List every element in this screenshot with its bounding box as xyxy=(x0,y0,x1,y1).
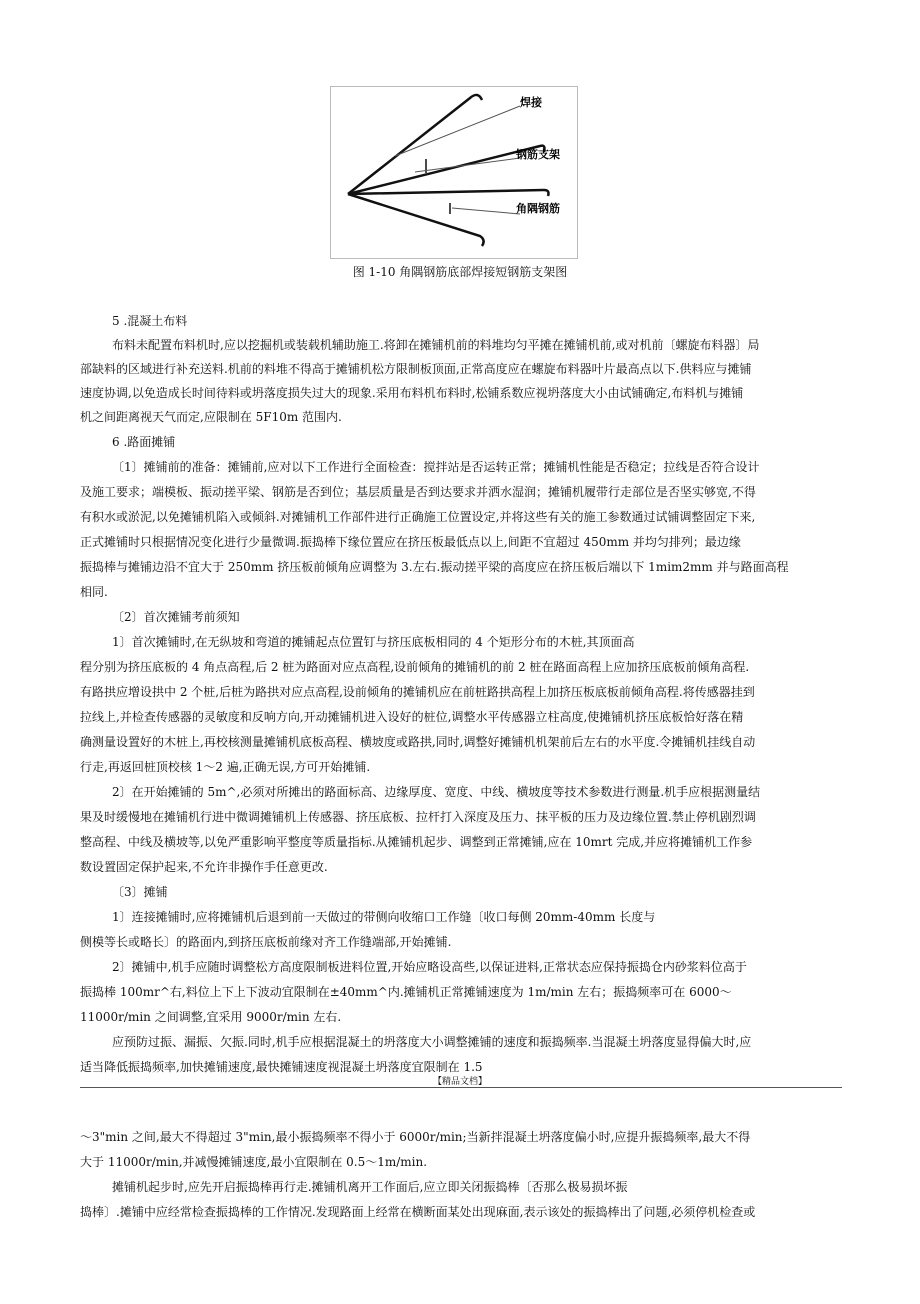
footer-divider xyxy=(80,1087,842,1088)
leader-line xyxy=(452,208,520,214)
rebar-lower xyxy=(348,194,484,246)
label-rebar-support: 钢筋支架 xyxy=(516,148,560,161)
rebar-support-figure xyxy=(330,86,580,261)
text-line: 11000r/min 之间调整,宜采用 9000r/min 左右. xyxy=(80,1010,342,1024)
text-line: 5 .混凝土布料 xyxy=(112,314,188,328)
text-line: 拉线上,并检查传感器的灵敏度和反响方向,开动摊铺机进入设好的桩位,调整水平传感器立柱高度,使摊铺机挤压底板恰好落在精 xyxy=(80,710,744,724)
text-line: 〔2〕首次摊铺考前须知 xyxy=(112,610,240,624)
text-line: 速度协调,以免造成长时间待料或坍落度损失过大的现象.采用布料机布料时,松铺系数应视坍落度大小由试铺确定,布料机与摊铺 xyxy=(80,386,744,400)
label-weld: 焊接 xyxy=(520,96,542,109)
text-line: 振捣棒与摊铺边沿不宜大于 250mm 挤压板前倾角应调整为 3.左右.振动搓平梁的高度应在挤压板后端以下 1mim2mm 并与路面高程 xyxy=(80,560,789,574)
text-line: 整高程、中线及横坡等,以免严重影响平整度等质量指标.从摊铺机起步、调整到正常摊铺,应在 10mrt 完成,并应将摊铺机工作参 xyxy=(80,835,753,849)
text-line: 布料未配置布料机时,应以挖掘机或装载机辅助施工.将卸在摊铺机前的料堆均匀平摊在摊铺机前,或对机前〔螺旋布料器〕局 xyxy=(112,338,760,352)
text-line: 大于 11000r/min,并减慢摊铺速度,最小宜限制在 0.5～1m/min. xyxy=(80,1155,428,1169)
text-line: ～3"min 之间,最大不得超过 3"min,最小振捣频率不得小于 6000r/min;当新拌混凝土坍落度偏小时,应提升振捣频率,最大不得 xyxy=(80,1130,751,1144)
text-line: 果及时缓慢地在摊铺机行进中微调摊铺机上传感器、挤压底板、拉杆打入深度及压力、抹平板的压力及边缘位置.禁止停机剧烈调 xyxy=(80,810,756,824)
text-line: 捣棒〕.摊铺中应经常检查振捣棒的工作情况.发现路面上经常在横断面某处出现麻面,表示该处的振捣棒出了问题,必须停机检查或 xyxy=(80,1205,756,1219)
figure-border xyxy=(331,87,578,259)
label-corner-rebar: 角隅钢筋 xyxy=(516,202,560,215)
text-line: 1〕首次摊铺时,在无纵坡和弯道的摊铺起点位置钉与挤压底板相同的 4 个矩形分布的木桩,其顶面高 xyxy=(112,635,635,649)
rebar-top xyxy=(348,95,482,194)
figure-caption: 图 1-10 角隅钢筋底部焊接短钢筋支架图 xyxy=(352,265,568,279)
text-line: 程分别为挤压底板的 4 角点高程,后 2 桩为路面对应点高程,设前倾角的摊铺机的前 2 桩在路面高程上应加挤压底板前倾角高程. xyxy=(80,660,750,674)
text-line: 应预防过振、漏振、欠振.同时,机手应根据混凝土的坍落度大小调整摊铺的速度和振捣频率.当混凝土坍落度显得偏大时,应 xyxy=(112,1035,752,1049)
text-line: 机之间距离视天气而定,应限制在 5F10m 范围内. xyxy=(80,410,342,424)
text-line: 确测量设置好的木桩上,再校核测量摊铺机底板高程、横坡度或路拱,同时,调整好摊铺机机架前后左右的水平度.令摊铺机挂线自动 xyxy=(80,735,756,749)
text-line: 行走,再返回桩顶校核 1～2 遍,正确无误,方可开始摊铺. xyxy=(80,760,371,774)
rebar-diagram xyxy=(330,86,580,261)
text-line: 数设置固定保护起来,不允许非操作手任意更改. xyxy=(80,860,328,874)
leader-line xyxy=(415,158,520,172)
text-line: 摊铺机起步时,应先开启振捣棒再行走.摊铺机离开工作面后,应立即关闭振捣棒〔否那么极易损坏振 xyxy=(112,1180,628,1194)
text-line: 〔3〕摊铺 xyxy=(112,885,168,899)
text-line: 有路拱应增设拱中 2 个桩,后桩为路拱对应点高程,设前倾角的摊铺机应在前桩路拱高程上加挤压板底板前倾角高程.将传感器挂到 xyxy=(80,685,755,699)
rebar-middle xyxy=(348,190,549,196)
page-footer: 【精品文档】 xyxy=(432,1077,487,1087)
text-line: 振捣棒 100mr^右,料位上下上下波动宜限制在±40mm^内.摊铺机正常摊铺速度为 1m/min 左右；振捣频率可在 6000～ xyxy=(80,985,732,999)
text-line: 2〕摊铺中,机手应随时调整松方高度限制板进料位置,开始应略设高些,以保证进料,正常状态应保持振捣仓内砂浆料位高于 xyxy=(112,960,747,974)
text-line: 正式摊铺时只根据情况变化进行少量微调.振捣棒下缘位置应在挤压板最低点以上,间距不宜超过 450mm 并均匀排列；最边缘 xyxy=(80,535,741,549)
text-line: 适当降低振捣频率,加快摊铺速度,最快摊铺速度视混凝土坍落度宜限制在 1.5 xyxy=(80,1060,483,1074)
text-line: 有积水或淤泥,以免摊铺机陷入或倾斜.对摊铺机工作部件进行正确施工位置设定,并将这些有关的施工参数通过试铺调整固定下来, xyxy=(80,510,756,524)
text-line: 1〕连接摊铺时,应将摊铺机后退到前一天做过的带侧向收缩口工作缝〔收口每侧 20mm-40mm 长度与 xyxy=(112,910,656,924)
text-line: 相同. xyxy=(80,585,108,599)
leader-line xyxy=(395,106,520,156)
text-line: 2〕在开始摊铺的 5m^,必须对所摊出的路面标高、边缘厚度、宽度、中线、横坡度等技术参数进行测量.机手应根据测量结 xyxy=(112,785,761,799)
text-line: 及施工要求；端模板、振动搓平梁、钢筋是否到位；基层质量是否到达要求并洒水湿润；摊铺机履带行走部位是否坚实够宽,不得 xyxy=(80,485,756,499)
text-line: 侧模等长或略长〕的路面内,到挤压底板前缘对齐工作缝端部,开始摊铺. xyxy=(80,935,452,949)
text-line: 6 .路面摊铺 xyxy=(112,435,176,449)
text-line: 部缺料的区域进行补充送料.机前的料堆不得高于摊铺机松方限制板顶面,正常高度应在螺旋布料器叶片最高点以下.供料应与摊铺 xyxy=(80,362,752,376)
text-line: 〔1〕摊铺前的准备：摊铺前,应对以下工作进行全面检查：搅拌站是否运转正常；摊铺机性能是否稳定；拉线是否符合设计 xyxy=(112,460,760,474)
